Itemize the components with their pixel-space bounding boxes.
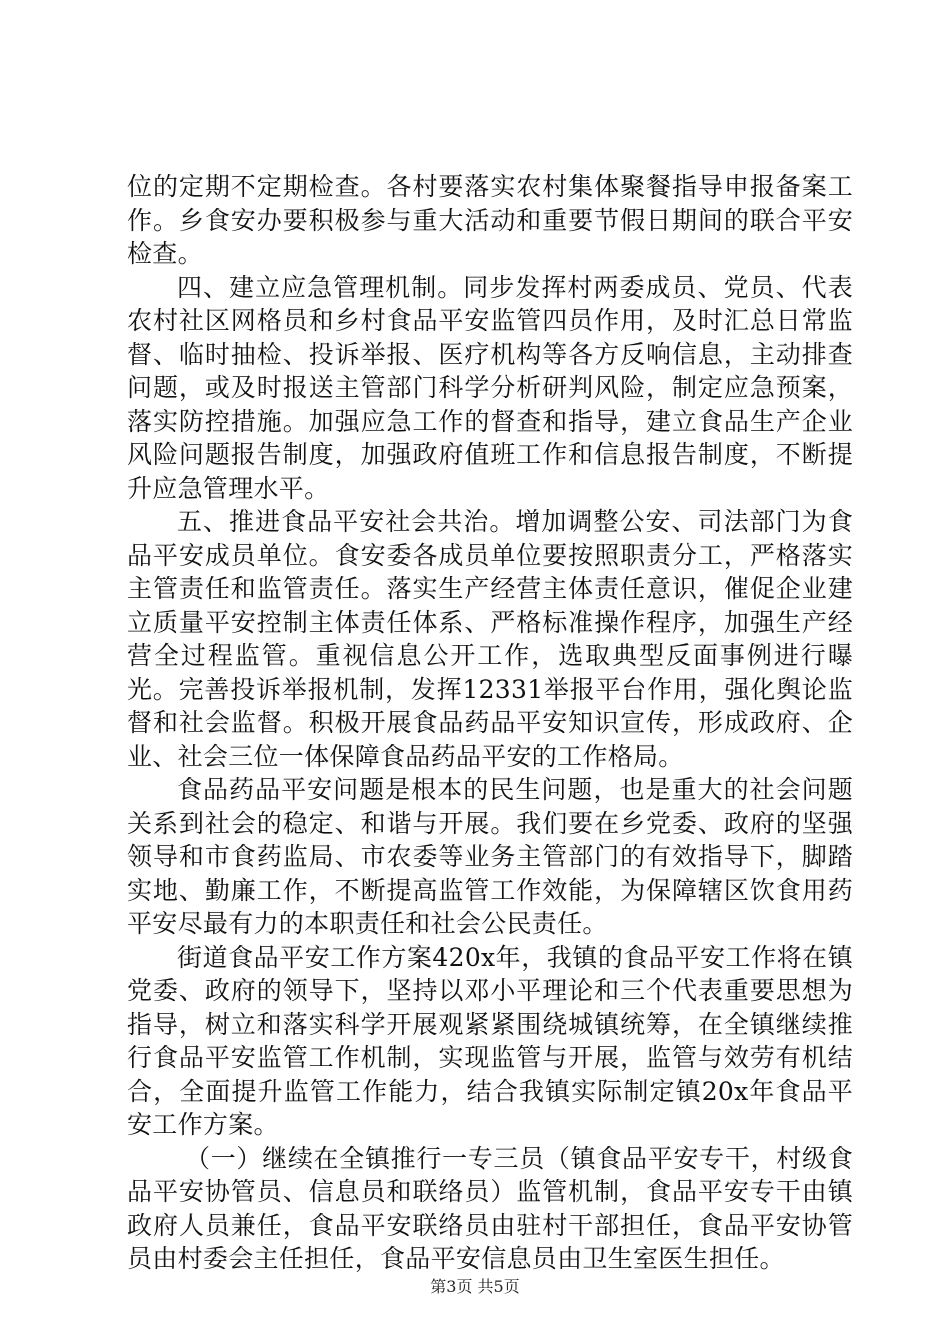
paragraph-street-plan: 街道食品平安工作方案420x年，我镇的食品平安工作将在镇党委、政府的领导下，坚持以邓小平理论和三个代表重要思想为指导，树立和落实科学开展观紧紧围绕城镇统筹，在全镇继续推行食品平安监管工作机制，实现监管与开展，监管与效劳有机结合，全面提升监管工作能力，结合我镇实际制定镇20x年食品平安工作方案。 [127,942,853,1139]
paragraph-section-five: 五、推进食品平安社会共治。增加调整公安、司法部门为食品平安成员单位。食安委各成员单位要按照职责分工，严格落实主管责任和监管责任。落实生产经营主体责任意识，催促企业建立质量平安控制主体责任体系、严格标准操作程序，加强生产经营全过程监管。重视信息公开工作，选取典型反面事例进行曝光。完善投诉举报机制，发挥12331举报平台作用，强化舆论监督和社会监督。积极开展食品药品平安知识宣传，形成政府、企业、社会三位一体保障食品药品平安的工作格局。 [127,507,853,771]
page-number-footer: 第3页 共5页 [430,1277,520,1296]
paragraph-section-four: 四、建立应急管理机制。同步发挥村两委成员、党员、代表农村社区网格员和乡村食品平安监管四员作用，及时汇总日常监督、临时抽检、投诉举报、医疗机构等各方反响信息，主动排查问题，或及时报送主管部门科学分析研判风险，制定应急预案，落实防控措施。加强应急工作的督查和指导，建立食品生产企业风险问题报告制度，加强政府值班工作和信息报告制度，不断提升应急管理水平。 [127,272,853,503]
paragraph-continuation: 位的定期不定期检查。各村要落实农村集体聚餐指导申报备案工作。乡食安办要积极参与重大活动和重要节假日期间的联合平安检查。 [127,172,853,268]
document-body [127,170,853,1276]
paragraph-item-one: （一）继续在全镇推行一专三员（镇食品平安专干，村级食品平安协管员、信息员和联络员）监管机制，食品平安专干由镇政府人员兼任，食品平安联络员由驻村干部担任，食品平安协管员由村委会主任担任，食品平安信息员由卫生室医生担任。 [127,1143,853,1273]
paragraph-conclusion: 食品药品平安问题是根本的民生问题，也是重大的社会问题关系到社会的稳定、和谐与开展。我们要在乡党委、政府的坚强领导和市食药监局、市农委等业务主管部门的有效指导下，脚踏实地、勤廉工作，不断提高监管工作效能，为保障辖区饮食用药平安尽最有力的本职责任和社会公民责任。 [127,775,853,938]
